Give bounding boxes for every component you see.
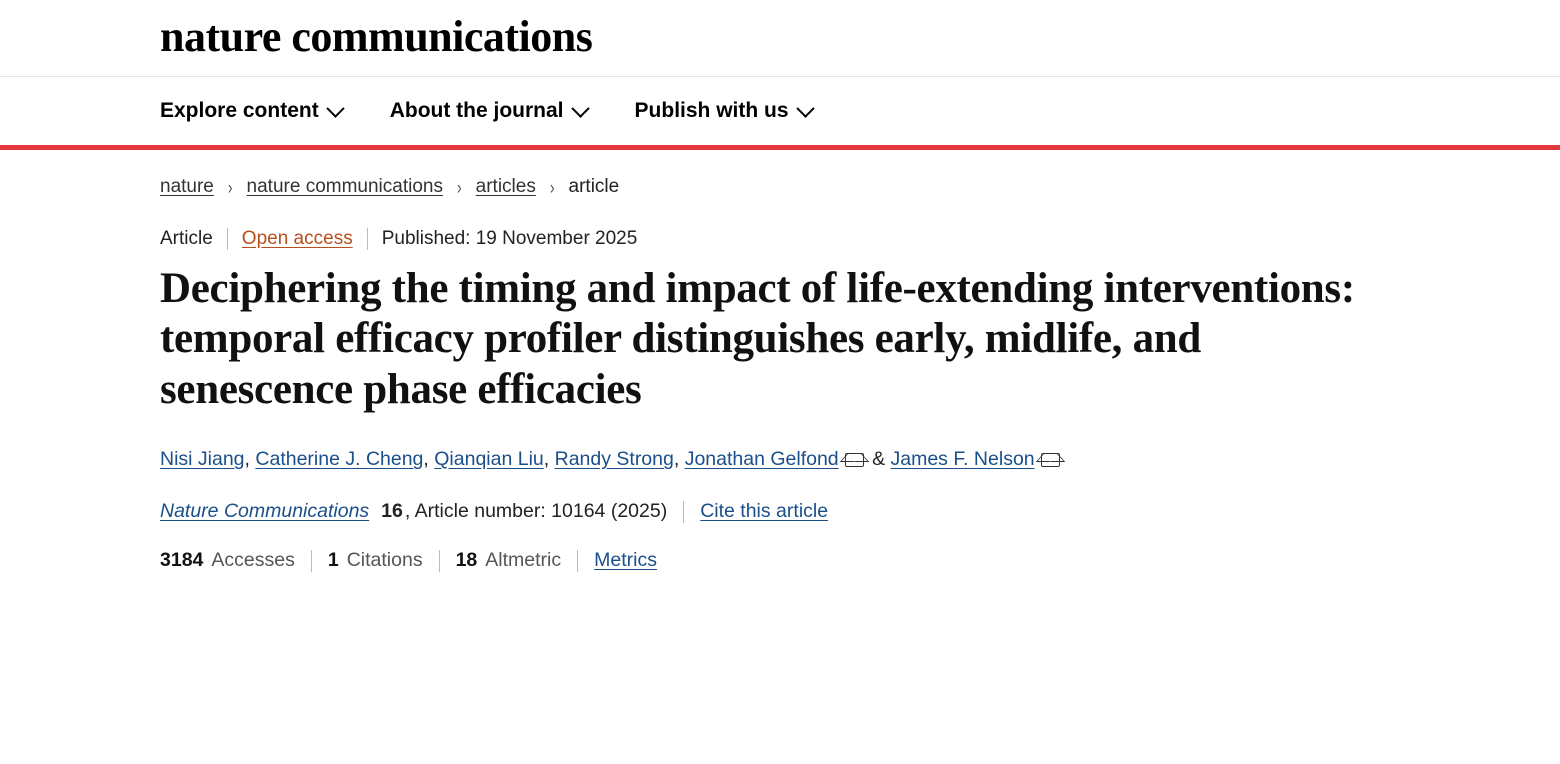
- article-metrics: [160, 549, 1560, 572]
- nav-publish-with-us-label: Publish with us: [634, 99, 789, 123]
- accesses-label: Accesses: [211, 549, 295, 572]
- citations-label: Citations: [346, 549, 423, 572]
- author-separator: ,: [423, 448, 435, 471]
- nav-explore-content[interactable]: [160, 99, 342, 123]
- envelope-icon[interactable]: [845, 453, 864, 467]
- accesses-count: 3184: [160, 549, 204, 572]
- author-link[interactable]: Nisi Jiang: [160, 448, 245, 471]
- cite-this-article-link[interactable]: Cite this article: [700, 500, 829, 523]
- chevron-down-icon: [326, 99, 344, 117]
- breadcrumb-item-articles[interactable]: articles: [475, 176, 536, 198]
- main-navigation: [0, 77, 1560, 150]
- article-meta-line: [160, 228, 1560, 250]
- page-title: Deciphering the timing and impact of life-extending interventions: temporal efficacy profiler distinguishes early, midlife, and senescence phase efficacies: [160, 265, 1355, 413]
- published-date: Published: 19 November 2025: [381, 228, 638, 250]
- article-type-label: Article: [160, 228, 213, 250]
- author-link[interactable]: Qianqian Liu: [434, 448, 544, 471]
- nav-publish-with-us[interactable]: [635, 99, 812, 123]
- breadcrumb-item-nature-communications[interactable]: nature communications: [246, 176, 443, 198]
- breadcrumb-separator-icon: ›: [456, 175, 462, 199]
- author-link[interactable]: Jonathan Gelfond: [684, 448, 839, 471]
- journal-volume: 16: [381, 500, 403, 523]
- meta-divider: [311, 550, 312, 572]
- citations-count: 1: [327, 549, 339, 572]
- author-link[interactable]: James F. Nelson: [890, 448, 1035, 471]
- breadcrumb-separator-icon: ›: [227, 175, 233, 199]
- nav-about-the-journal[interactable]: [390, 99, 587, 123]
- author-list: [160, 445, 1560, 474]
- site-masthead: [0, 0, 1560, 77]
- chevron-down-icon: [796, 99, 814, 117]
- author-link[interactable]: Randy Strong: [554, 448, 674, 471]
- chevron-down-icon: [571, 99, 589, 117]
- breadcrumb-item-article: article: [568, 176, 620, 198]
- altmetric-label: Altmetric: [485, 549, 562, 572]
- nav-about-the-journal-label: About the journal: [389, 99, 564, 123]
- envelope-icon[interactable]: [1041, 453, 1060, 467]
- meta-divider: [439, 550, 440, 572]
- breadcrumb-separator-icon: ›: [549, 175, 555, 199]
- journal-citation-line: [160, 500, 1560, 523]
- author-separator: ,: [673, 448, 685, 471]
- article-header-region: [0, 150, 1560, 572]
- author-separator: &: [866, 448, 891, 471]
- author-link[interactable]: Catherine J. Cheng: [255, 448, 424, 471]
- meta-divider: [367, 228, 368, 250]
- site-logo-nature-communications[interactable]: nature communications: [160, 12, 593, 61]
- meta-divider: [683, 501, 684, 523]
- journal-article-number: , Article number: 10164 (2025): [404, 500, 668, 523]
- meta-divider: [577, 550, 578, 572]
- metrics-link[interactable]: Metrics: [594, 549, 657, 572]
- breadcrumb-item-nature[interactable]: nature: [160, 176, 214, 198]
- nav-explore-content-label: Explore content: [160, 99, 319, 123]
- altmetric-count: 18: [455, 549, 478, 572]
- meta-divider: [227, 228, 228, 250]
- journal-name-link[interactable]: Nature Communications: [160, 500, 370, 523]
- breadcrumb: [160, 176, 1560, 198]
- author-separator: ,: [244, 448, 256, 471]
- open-access-link[interactable]: Open access: [241, 228, 353, 250]
- author-separator: ,: [543, 448, 555, 471]
